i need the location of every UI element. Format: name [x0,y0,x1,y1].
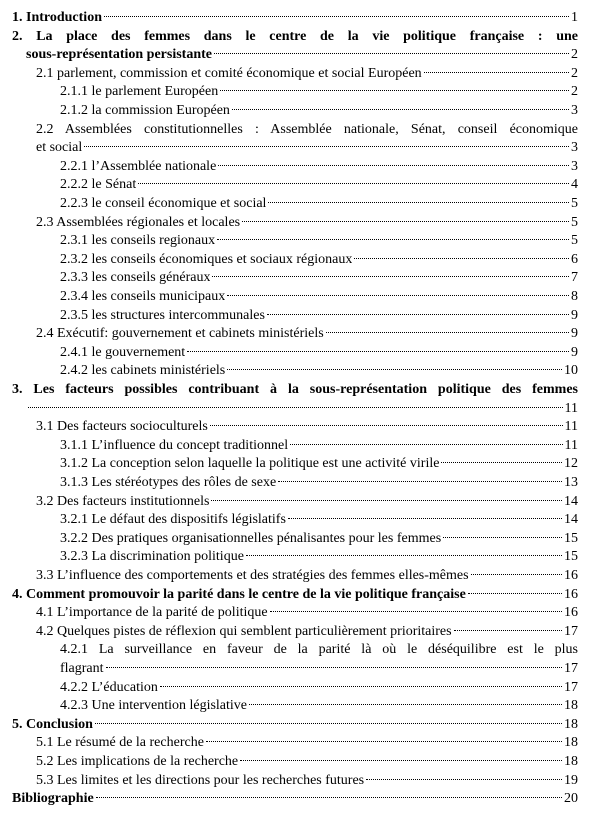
toc-page-number: 5 [571,214,578,230]
toc-entry-title: 2.1 parlement, commission et comité économique et social Européen [36,65,422,81]
toc-page-number: 19 [564,772,578,788]
toc-entry[interactable] [60,530,578,548]
toc-entry-title: 2.3.5 les structures intercommunales [60,307,265,323]
toc-entry[interactable] [26,400,578,418]
toc-entry-title: flagrant [60,661,104,676]
toc-entry-title: 5. Conclusion [12,716,93,732]
toc-page-number: 2 [571,47,578,63]
toc-entry[interactable] [60,697,578,715]
toc-entry[interactable] [36,214,578,232]
toc-page-number: 16 [564,568,578,583]
toc-entry-title: 2.2.2 le Sénat [60,177,137,193]
toc-entry-title: 4. Comment promouvoir la parité dans le centre de la vie politique française [12,586,466,602]
toc-page-number: 7 [571,270,578,286]
toc-entry-title: et social [36,140,83,156]
dot-leader [227,295,569,296]
toc-entry[interactable] [12,586,578,604]
toc-entry-title: 3. Les facteurs possibles contribuant à la sous-représentation politique des femmes [12,382,578,397]
toc-page-number: 9 [571,326,578,342]
toc-page-number: 15 [564,549,578,565]
toc-entry[interactable] [60,362,578,380]
toc-entry-title: 3.2.1 Le défaut des dispositifs législatifs [60,512,286,528]
toc-entry[interactable] [60,474,578,492]
toc-page-number: 18 [564,698,578,714]
toc-entry-title: 4.2.2 L’éducation [60,679,158,695]
toc-entry-title: 2.3.2 les conseils économiques et sociaux régionaux [60,251,353,267]
dot-leader [441,462,562,463]
toc-page-number: 17 [564,679,578,695]
dot-leader [424,72,569,73]
toc-entry[interactable] [60,548,578,566]
dot-leader [84,146,569,147]
toc-page-number: 3 [571,103,578,118]
toc-entry[interactable] [12,28,578,46]
toc-page-number: 15 [564,530,578,546]
dot-leader [270,611,562,612]
dot-leader [227,369,562,370]
toc-entry-title: 2.3.1 les conseils regionaux [60,233,216,249]
dot-leader [187,351,569,352]
toc-entry[interactable] [36,567,578,585]
dot-leader [249,704,562,705]
toc-page-number: 20 [564,791,578,807]
toc-page-number: 11 [564,400,578,416]
toc-entry-title: 3.2 Des facteurs institutionnels [36,493,210,509]
dot-leader [288,518,562,519]
toc-page-number: 5 [571,233,578,249]
toc-page-number: 9 [571,307,578,323]
toc-page-number: 6 [571,251,578,267]
toc-page-number: 17 [564,623,578,639]
toc-page-number: 18 [564,735,578,751]
toc-page-number: 2 [571,65,578,81]
toc-entry[interactable] [12,381,578,399]
toc-entry-title: 2.4.1 le gouvernement [60,344,186,360]
toc-page-number: 18 [564,754,578,769]
toc-entry[interactable] [36,139,578,157]
dot-leader [366,779,562,780]
toc-entry[interactable] [60,251,578,269]
toc-entry-title: 3.3 L’influence des comportements et des stratégies des femmes elles-mêmes [36,568,469,583]
toc-page-number: 3 [571,158,578,174]
dot-leader [218,165,569,166]
toc-entry-title: 3.1.1 L’influence du concept traditionnel [60,437,289,453]
toc-entry[interactable] [60,83,578,101]
dot-leader [268,202,569,203]
dot-leader [106,667,562,668]
toc-entry[interactable] [12,790,578,808]
dot-leader [242,221,569,222]
toc-entry-title: 4.1 L’importance de la parité de politique [36,605,268,621]
toc-entry-title: 2. La place des femmes dans le centre de la vie politique française : une [12,28,578,44]
toc-entry[interactable] [60,195,578,213]
toc-page-number: 17 [564,661,578,676]
toc-page-number: 9 [571,344,578,360]
toc-entry[interactable] [60,660,578,678]
toc-entry-title: 5.3 Les limites et les directions pour les recherches futures [36,772,365,788]
dot-leader [160,686,562,687]
toc-entry[interactable] [60,455,578,473]
dot-leader [443,537,562,538]
dot-leader [206,741,562,742]
dot-leader [290,444,562,445]
toc-page-number: 18 [564,716,578,732]
toc-entry[interactable] [36,753,578,771]
toc-entry[interactable] [60,307,578,325]
dot-leader [104,16,569,17]
toc-page-number: 11 [564,419,578,435]
toc-entry-title: sous-représentation persistante [26,47,213,63]
dot-leader [232,109,569,110]
toc-entry-title: 2.3.3 les conseils généraux [60,270,211,286]
toc-entry[interactable] [36,65,578,83]
toc-entry[interactable] [36,493,578,511]
toc-entry-title: 1. Introduction [12,10,102,25]
dot-leader [28,407,563,408]
toc-entry-title: 5.1 Le résumé de la recherche [36,735,204,751]
toc-entry-title: 2.4 Exécutif: gouvernement et cabinets ministériels [36,326,324,342]
toc-entry[interactable] [36,418,578,436]
toc-entry[interactable] [12,9,578,27]
toc-entry-title: 4.2 Quelques pistes de réflexion qui semblent particulièrement prioritaires [36,623,452,639]
dot-leader [212,276,569,277]
toc-entry-title: 5.2 Les implications de la recherche [36,754,239,769]
toc-entry-title: 4.2.3 Une intervention législative [60,698,248,714]
toc-entry[interactable] [36,772,578,790]
toc-entry-title: 3.1.2 La conception selon laquelle la politique est une activité virile [60,456,440,472]
dot-leader [138,183,569,184]
dot-leader [217,239,569,240]
toc-entry-title: 2.2 Assemblées constitutionnelles : Assemblée nationale, Sénat, conseil économique [36,121,578,137]
toc-entry-title: 4.2.1 La surveillance en faveur de la parité là où le déséquilibre est le plus [60,642,578,658]
dot-leader [246,555,562,556]
toc-page-number: 14 [564,493,578,509]
toc-entry-title: 2.4.2 les cabinets ministériels [60,363,226,379]
toc-entry[interactable] [26,46,578,64]
toc-page-number: 2 [571,84,578,100]
toc-entry[interactable] [60,232,578,250]
toc-page-number: 14 [564,512,578,528]
dot-leader [95,723,562,724]
toc-entry[interactable] [60,641,578,659]
dot-leader [267,314,569,315]
toc-entry-title: 3.2.2 Des pratiques organisationnelles pénalisantes pour les femmes [60,530,442,546]
dot-leader [220,90,569,91]
dot-leader [278,481,562,482]
toc-entry-title: 2.2.3 le conseil économique et social [60,196,267,211]
dot-leader [471,574,562,575]
toc-page-number: 16 [564,605,578,621]
toc-page-number: 5 [571,196,578,211]
dot-leader [210,425,563,426]
toc-page-number: 16 [564,586,578,602]
toc-entry[interactable] [12,716,578,734]
toc-page-number: 11 [564,437,578,453]
toc-entry[interactable] [36,325,578,343]
toc-page-number: 1 [571,10,578,25]
dot-leader [214,53,569,54]
toc-entry-title: 3.1 Des facteurs socioculturels [36,419,208,435]
toc-entry-title: 2.3 Assemblées régionales et locales [36,214,241,230]
toc-entry[interactable] [60,437,578,455]
toc-entry-title: 2.3.4 les conseils municipaux [60,289,226,304]
toc-page-number: 13 [564,475,578,490]
toc-entry[interactable] [60,102,578,120]
toc-entry-title: 2.1.2 la commission Européen [60,103,230,118]
dot-leader [354,258,569,259]
toc-page-number: 4 [571,177,578,193]
toc-entry[interactable] [60,288,578,306]
toc-page-number: 8 [571,289,578,304]
toc-entry[interactable] [60,269,578,287]
dot-leader [454,630,562,631]
toc-entry[interactable] [60,679,578,697]
toc-entry-title: 3.1.3 Les stéréotypes des rôles de sexe [60,475,277,490]
toc-entry[interactable] [60,158,578,176]
toc-page-number: 12 [564,456,578,472]
toc-page-number: 10 [564,363,578,379]
toc-entry[interactable] [36,734,578,752]
toc-entry-title: Bibliographie [12,791,94,807]
toc-entry[interactable] [36,604,578,622]
toc-entry-title: 2.2.1 l’Assemblée nationale [60,158,217,174]
toc-entry-title: 3.2.3 La discrimination politique [60,549,244,565]
dot-leader [468,593,562,594]
dot-leader [240,760,562,761]
toc-page-number: 3 [571,140,578,156]
dot-leader [96,797,562,798]
toc-entry[interactable] [60,511,578,529]
toc-entry[interactable] [36,623,578,641]
toc-entry[interactable] [36,121,578,139]
toc-entry-title: 2.1.1 le parlement Européen [60,84,219,100]
toc-entry[interactable] [60,344,578,362]
toc-entry[interactable] [60,176,578,194]
dot-leader [211,500,562,501]
dot-leader [326,332,569,333]
